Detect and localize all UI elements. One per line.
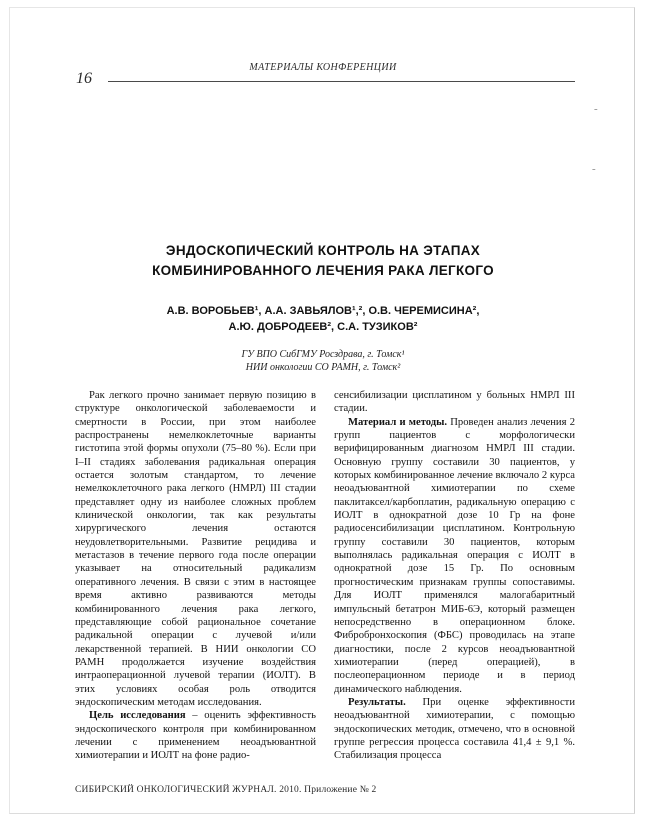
body-column-right (334, 389, 575, 763)
paragraph-intro (75, 389, 316, 709)
paragraph-lead: Цель исследования (89, 710, 186, 722)
authors-line-2: А.Ю. ДОБРОДЕЕВ², С.А. ТУЗИКОВ² (228, 320, 418, 333)
paragraph-text: сенсибилизации цисплатином у больных НМРЛ III стадии. (334, 390, 575, 415)
header-rule (108, 81, 575, 82)
article-title (63, 241, 583, 281)
scan-artifact-mark: - (594, 103, 598, 115)
affiliations-block (63, 348, 583, 374)
body-column-left (75, 389, 316, 763)
paragraph-continuation (334, 389, 575, 416)
scan-artifact-mark: - (592, 163, 596, 175)
paragraph-text: – оценить эффективность эндоскопического контроля при комбинированном лечении с применением неоадъювантной химиотерапии и ИОЛТ на фоне радио- (75, 710, 317, 762)
paragraph-materials-methods (334, 416, 575, 696)
paragraph-text: Проведен анализ лечения 2 групп пациентов с морфологически верифицированным диагнозом НМРЛ III стадии. Основную группу составили 30 пациентов, у которых комбинированное лечение включало 2 курса неоадъювантной химиотерапии по схеме паклитаксел/карбоплатин, радикальную операцию с ИОЛТ в однократной дозе 10 Гр на фоне радиосенсибилизации цисплатином. Контрольную группу составили 30 пациентов, которым выполнялась радикальная операция с ИОЛТ в однократной дозе 15 Гр. По основным прогностическим признакам группы сопоставимы. Для ИОЛТ применялся малогабаритный импульсный бетатрон МИБ-6Э, который размещен непосредственно в операционном блоке. Фибробронхоскопия (ФБС) проводилась на этапе диагностики, после 2 курсов неоадъювантной химиотерапии (перед операцией), в послеоперационном периоде и в период динамического наблюдения. (334, 416, 575, 695)
running-head: МАТЕРИАЛЫ КОНФЕРЕНЦИИ (249, 62, 397, 73)
journal-footer: СИБИРСКИЙ ОНКОЛОГИЧЕСКИЙ ЖУРНАЛ. 2010. Приложение № 2 (75, 785, 377, 795)
paragraph-lead: Материал и методы. (348, 416, 448, 428)
article-title-line-2: КОМБИНИРОВАННОГО ЛЕЧЕНИЯ РАКА ЛЕГКОГО (152, 263, 494, 278)
affiliation-2: НИИ онкологии СО РАМН, г. Томск² (245, 362, 401, 373)
paragraph-goal (75, 709, 316, 762)
article-title-line-1: ЭНДОСКОПИЧЕСКИЙ КОНТРОЛЬ НА ЭТАПАХ (165, 243, 481, 258)
page-number: 16 (76, 70, 92, 87)
paragraph-results (334, 696, 575, 763)
authors-line-1: А.В. ВОРОБЬЕВ¹, А.А. ЗАВЬЯЛОВ¹,², О.В. ЧЕРЕМИСИНА², (166, 305, 480, 317)
affiliation-1: ГУ ВПО СибГМУ Росздрава, г. Томск¹ (241, 349, 405, 360)
paragraph-text: Рак легкого прочно занимает первую позицию в структуре онкологической заболеваемости и смертности в России, при этом наиболее распространены немелкоклеточные варианты гистотипа этой формы опухоли (75–80 %). Если при I–II стадиях заболевания радикальная операция остается золотым стандартом, то лечение немелкоклеточного рака легкого (НМРЛ) III стадии представляет одну из наиболее сложных проблем клинической онкологии, так как результаты хирургического лечения остаются неудовлетворительными. Развитие рецидива и метастазов в течение первого года после операции указывает на относительный радикализм оперативного лечения. В связи с этим в настоящее время активно развиваются методы комбинированного лечения рака легкого, представляющие собой рациональное сочетание радикальной операции с лучевой и/или лекарственной терапией. В НИИ онкологии СО РАМН продолжается изучение воздействия интраоперационной лучевой терапии (ИОЛТ). В этих условиях особая роль отводится эндоскопическим методам исследования. (75, 390, 316, 708)
paragraph-text: При оценке эффективности неоадъювантной химиотерапии, с помощью эндоскопических методик, отмечено, что в основной группе регрессия процесса составила 41,4 ± 9,1 %. Стабилизация процесса (334, 696, 575, 762)
paragraph-lead: Результаты. (348, 696, 406, 708)
authors-block (63, 304, 583, 335)
